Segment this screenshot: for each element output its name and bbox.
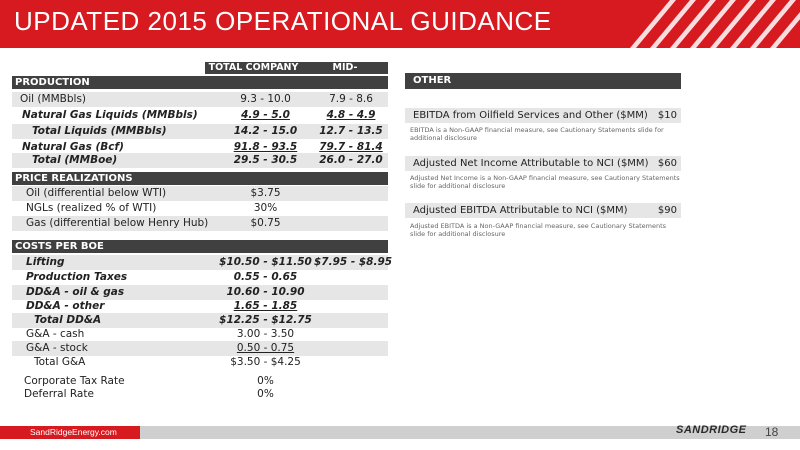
sandridge-logo: SANDRIDGE — [676, 424, 747, 436]
other-item-ebitda-oilfield: EBITDA from Oilfield Services and Other ($MM) $10 — [405, 108, 681, 123]
table-row: Corporate Tax Rate 0% — [24, 375, 274, 387]
table-row: Deferral Rate 0% — [24, 388, 274, 400]
title-banner — [0, 0, 800, 48]
table-row: Natural Gas Liquids (MMBbls) 4.9 - 5.0 4.8 - 4.9 — [22, 109, 376, 121]
table-row: Production Taxes 0.55 - 0.65 — [26, 271, 298, 283]
other-item-adj-net-income-nci: Adjusted Net Income Attributable to NCI ($MM) $60 — [405, 156, 681, 171]
footer — [0, 426, 800, 450]
page-number: 18 — [765, 425, 779, 439]
table-row: DD&A - oil & gas 10.60 - 10.90 — [12, 285, 388, 300]
website-link[interactable]: SandRidgeEnergy.com — [30, 427, 117, 437]
adj-ebitda-note: Adjusted EBITDA is a Non-GAAP financial measure, see Cautionary Statements slide for additional disclosure — [410, 222, 667, 238]
table-row: G&A - stock 0.50 - 0.75 — [12, 341, 388, 356]
costs-per-boe-header: COSTS PER BOE — [12, 240, 388, 253]
ebitda-note: EBITDA is a Non-GAAP financial measure, see Cautionary Statements slide for additional disclosure — [410, 126, 664, 142]
other-header: OTHER — [405, 73, 681, 89]
table-row: NGLs (realized % of WTI) 30% — [26, 202, 278, 214]
table-row: Total DD&A $12.25 - $12.75 — [12, 313, 388, 328]
other-item-adj-ebitda-nci: Adjusted EBITDA Attributable to NCI ($MM) $90 — [405, 203, 681, 218]
col-mid-continent-header: MID- — [302, 62, 388, 74]
table-row: Total G&A $3.50 - $4.25 — [34, 356, 301, 368]
page-title: UPDATED 2015 OPERATIONAL GUIDANCE — [14, 6, 552, 36]
table-row: G&A - cash 3.00 - 3.50 — [26, 328, 295, 340]
table-row: Lifting $10.50 - $11.50 $7.95 - $8.95 — [12, 255, 388, 270]
adj-net-income-note: Adjusted Net Income is a Non-GAAP financial measure, see Cautionary Statements slide for additional disclosure — [410, 174, 680, 190]
table-row: Total Liquids (MMBbls) 14.2 - 15.0 12.7 - 13.5 — [12, 124, 388, 139]
production-header: PRODUCTION — [12, 76, 388, 89]
table-row: Natural Gas (Bcf) 91.8 - 93.5 79.7 - 81.4 — [22, 141, 383, 153]
table-row: Oil (differential below WTI) $3.75 — [12, 186, 388, 201]
table-row: Oil (MMBbls) 9.3 - 10.0 7.9 - 8.6 — [12, 92, 388, 107]
table-row: Gas (differential below Henry Hub) $0.75 — [12, 216, 388, 231]
table-row: Total (MMBoe) 29.5 - 30.5 26.0 - 27.0 — [12, 153, 388, 168]
decorative-stripes — [600, 0, 800, 48]
col-total-company-header: TOTAL COMPANY — [205, 62, 302, 74]
table-row: DD&A - other 1.65 - 1.85 — [26, 300, 298, 312]
price-realizations-header: PRICE REALIZATIONS — [12, 172, 388, 185]
